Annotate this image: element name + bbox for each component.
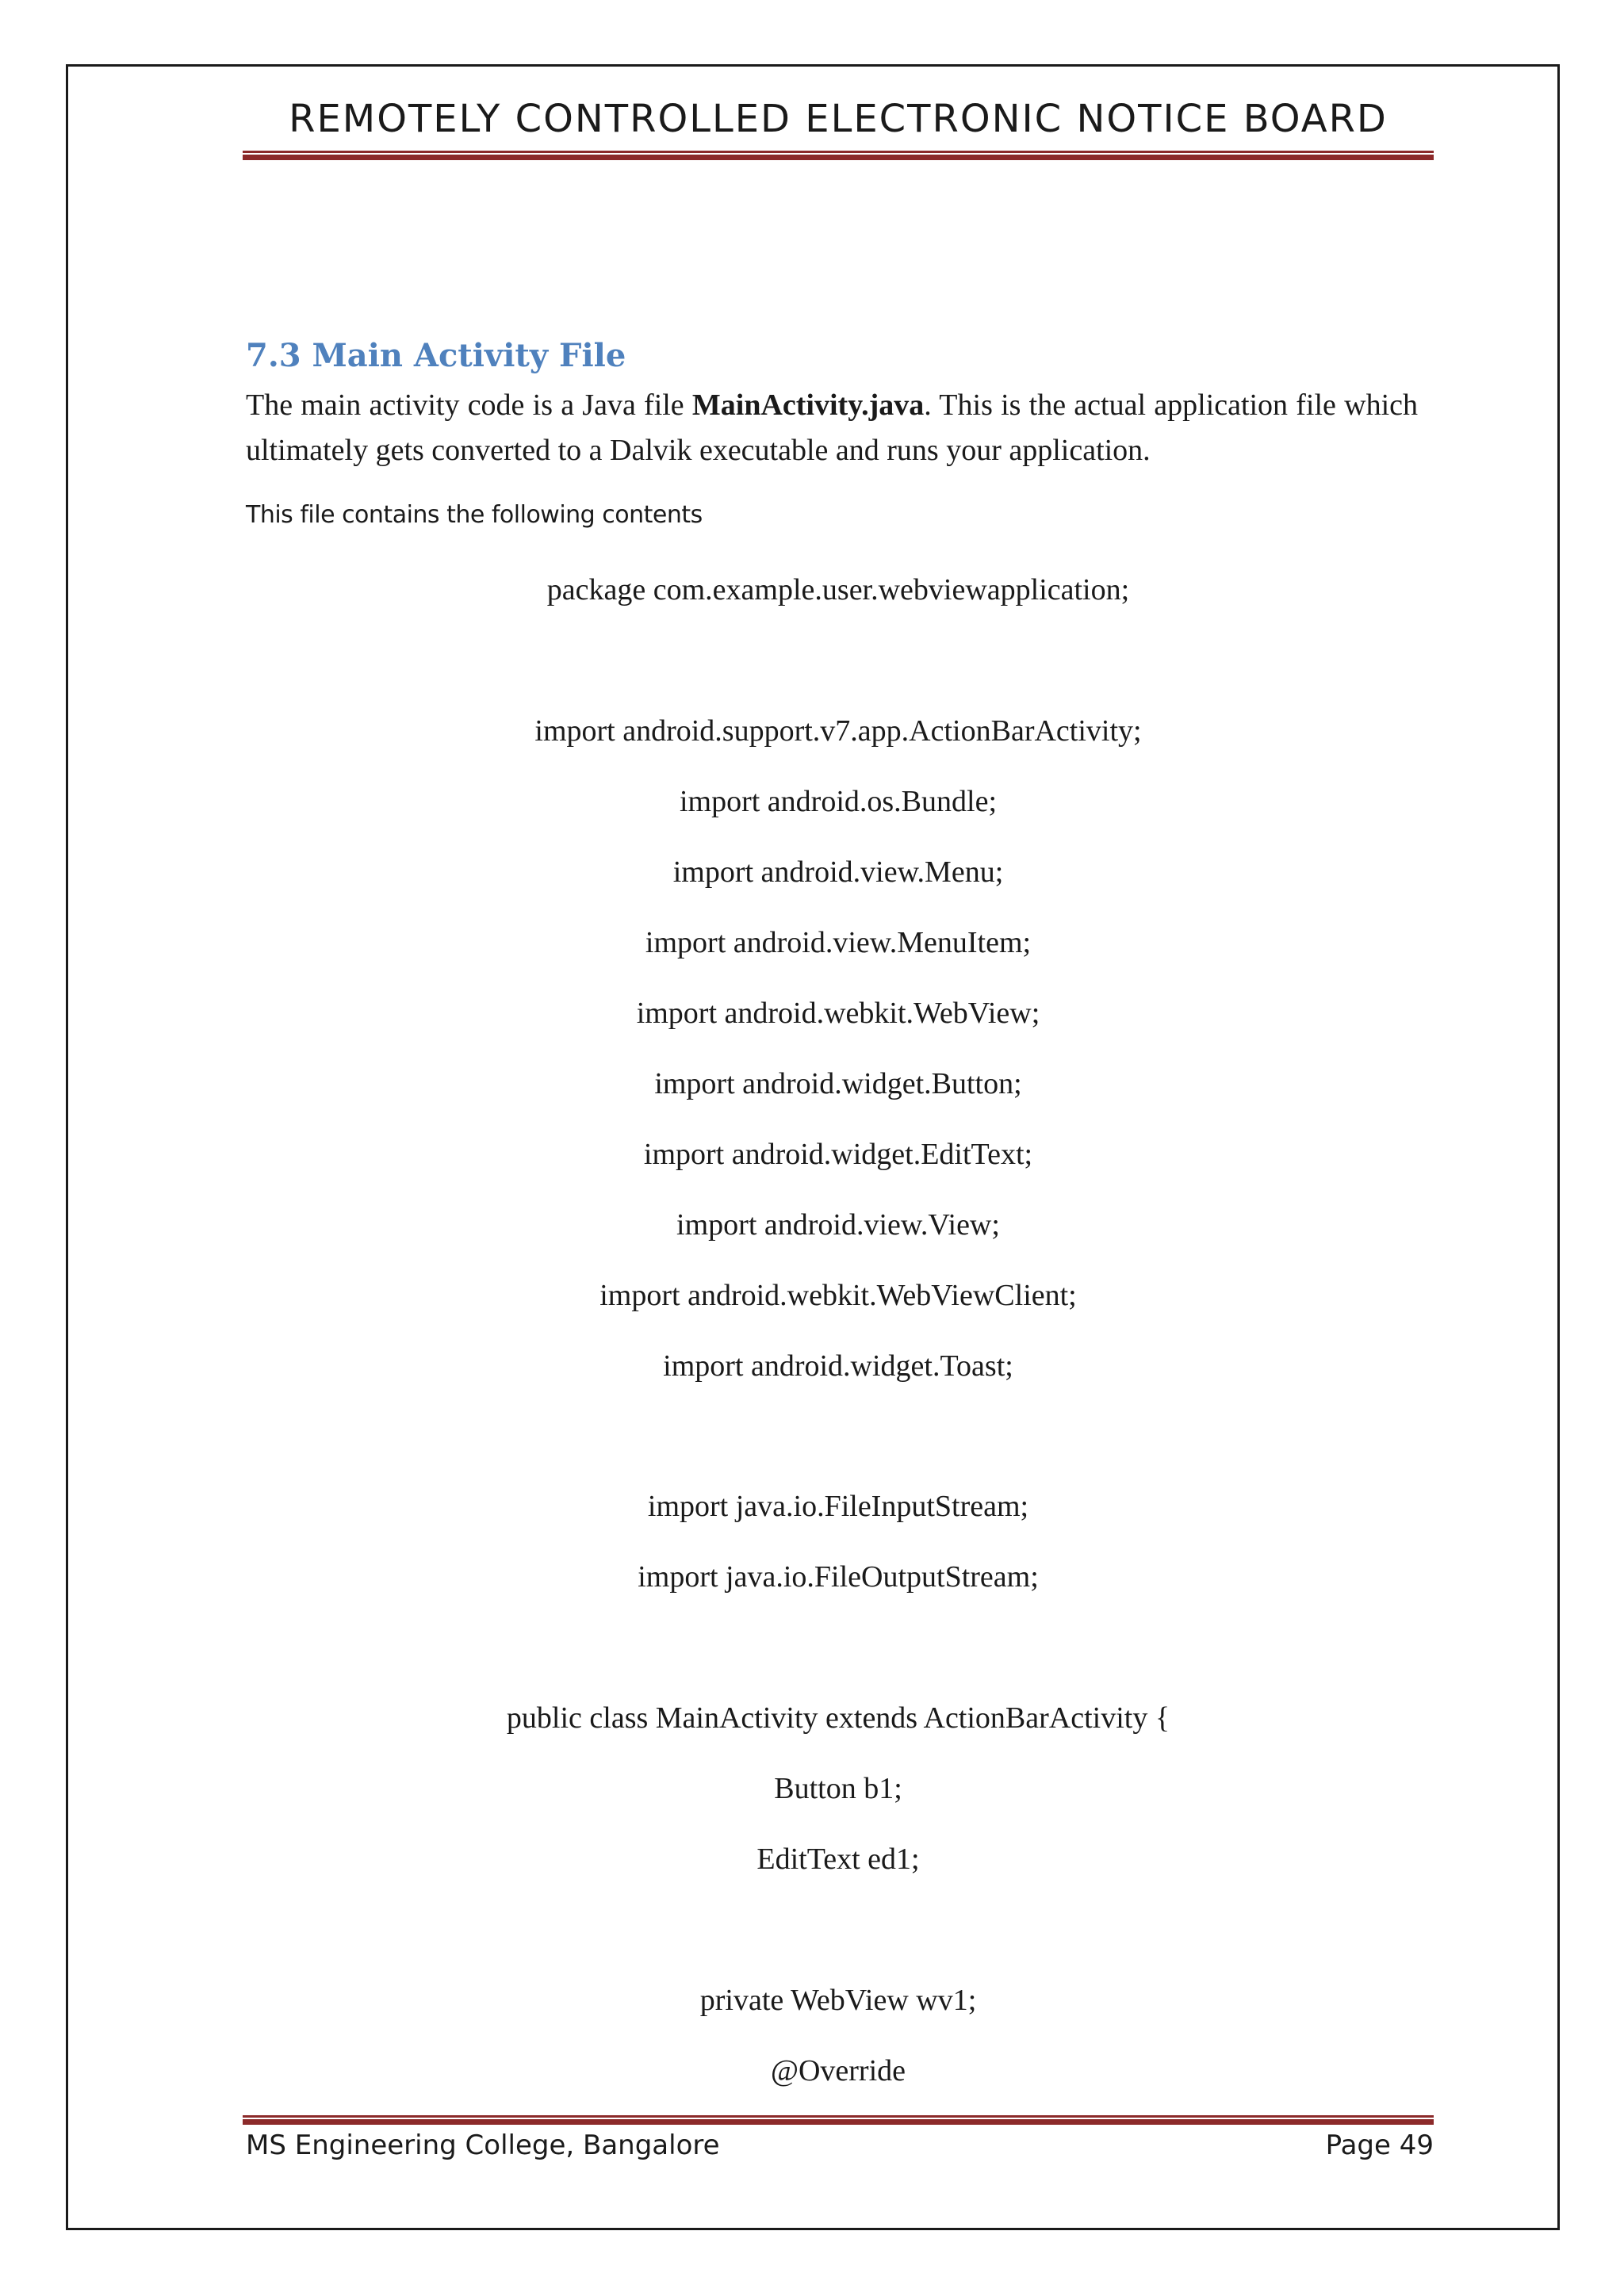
code-line: Button b1; — [774, 1772, 902, 1805]
code-line: import android.view.Menu; — [672, 855, 1004, 889]
code-line: import android.view.View; — [676, 1208, 1000, 1242]
code-line: import android.support.v7.app.ActionBarActivity; — [534, 714, 1142, 748]
footer-college: MS Engineering College, Bangalore — [246, 2130, 720, 2161]
page-header-title: REMOTELY CONTROLLED ELECTRONIC NOTICE BOARD — [289, 97, 1388, 141]
code-line: EditText ed1; — [756, 1843, 920, 1876]
intro-text-start: The main activity code is a Java file — [246, 388, 692, 422]
code-line: import android.widget.EditText; — [643, 1138, 1033, 1171]
code-line: import android.view.MenuItem; — [645, 926, 1032, 959]
intro-paragraph — [246, 383, 1418, 473]
filename-bold: MainActivity.java — [691, 388, 925, 422]
code-line: public class MainActivity extends ActionBarActivity { — [506, 1701, 1170, 1735]
code-line: @Override — [770, 2054, 906, 2087]
code-line: import java.io.FileOutputStream; — [638, 1560, 1039, 1594]
code-line: import android.webkit.WebView; — [636, 997, 1040, 1030]
code-line: import android.webkit.WebViewClient; — [599, 1279, 1077, 1312]
code-line: import android.widget.Button; — [654, 1067, 1022, 1100]
footer-page-number: Page 49 — [1325, 2130, 1434, 2161]
code-line: import android.os.Bundle; — [679, 785, 998, 818]
intro-text-end: . This is the actual application file which ultimately gets converted to a Dalvik executable and runs your application. — [246, 388, 1419, 467]
code-line: package com.example.user.webviewapplication; — [546, 573, 1130, 607]
code-line: import java.io.FileInputStream; — [647, 1490, 1029, 1523]
section-heading: 7.3 Main Activity File — [246, 337, 626, 374]
footer-rule — [243, 2115, 1434, 2125]
code-line: import android.widget.Toast; — [663, 1349, 1013, 1383]
header-rule — [243, 151, 1434, 160]
contents-note: This file contains the following contents — [246, 501, 703, 529]
code-line: private WebView wv1; — [699, 1984, 977, 2017]
